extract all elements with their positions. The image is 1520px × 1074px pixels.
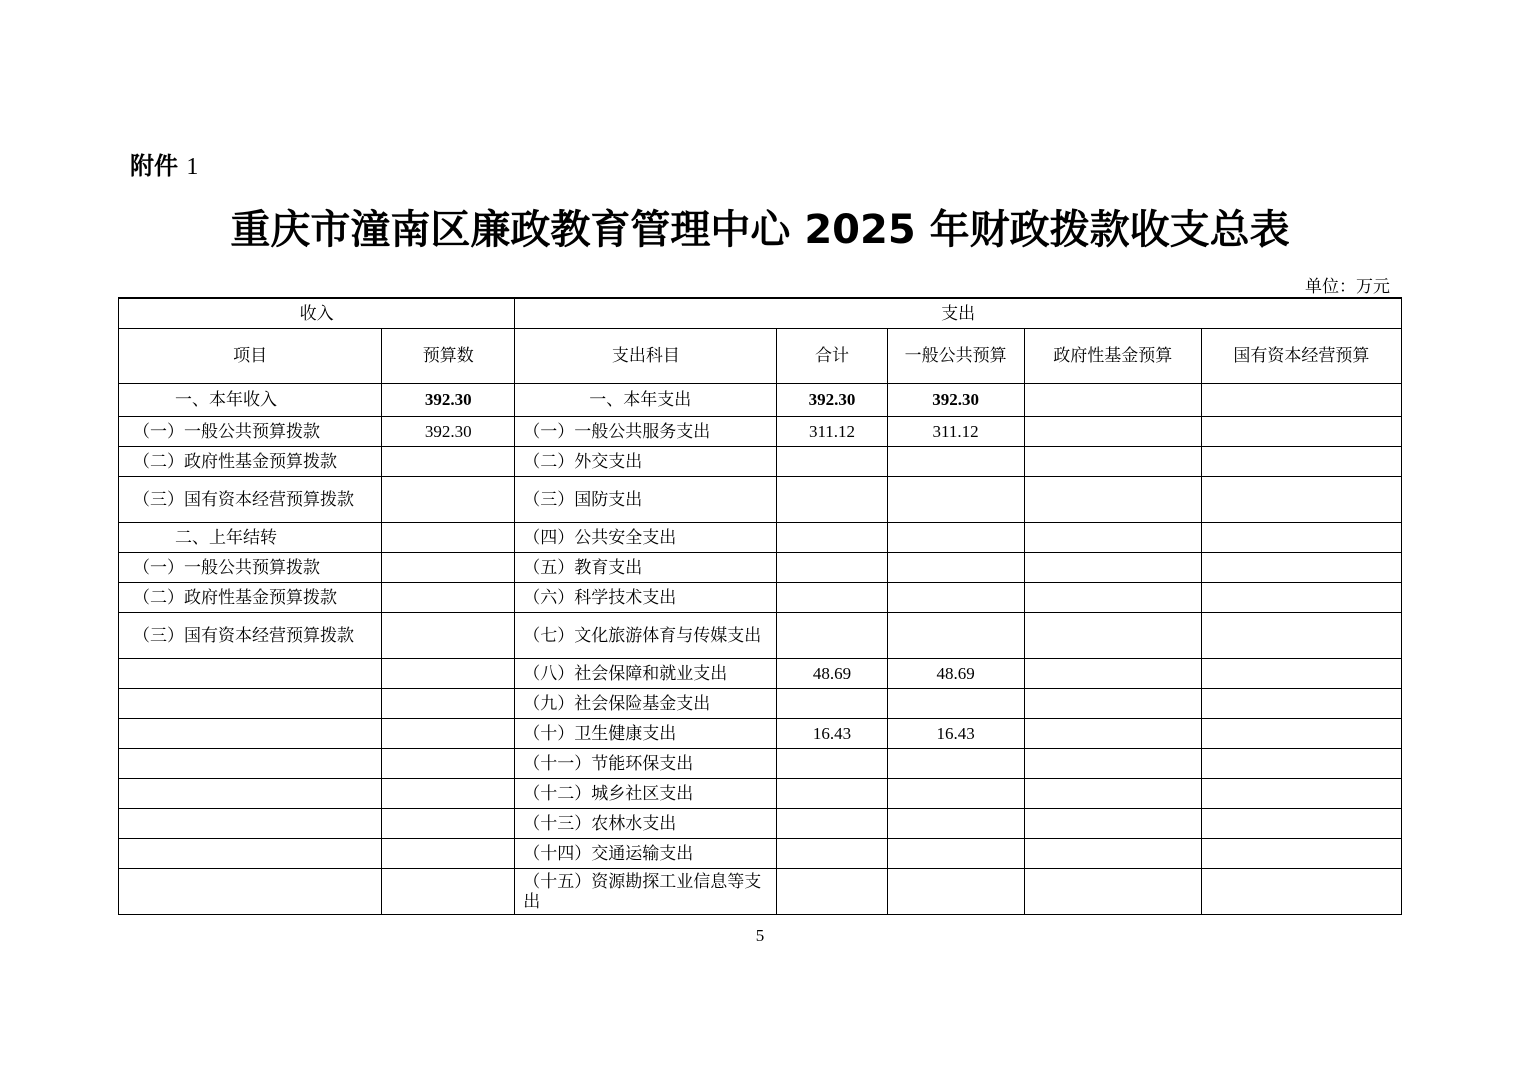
cell-total bbox=[777, 477, 887, 523]
cell-total bbox=[777, 779, 887, 809]
cell-gov-fund bbox=[1024, 613, 1201, 659]
table-row bbox=[119, 659, 1402, 689]
cell-expense-subject: （四）公共安全支出 bbox=[515, 523, 777, 553]
cell-gov-fund bbox=[1024, 749, 1201, 779]
cell-total bbox=[777, 749, 887, 779]
cell-gov-fund bbox=[1024, 719, 1201, 749]
cell-state-capital bbox=[1201, 749, 1401, 779]
cell-general-budget bbox=[887, 613, 1024, 659]
cell-general-budget bbox=[887, 553, 1024, 583]
cell-budget bbox=[382, 719, 515, 749]
cell-state-capital bbox=[1201, 553, 1401, 583]
cell-expense-subject: （六）科学技术支出 bbox=[515, 583, 777, 613]
cell-item bbox=[119, 719, 382, 749]
cell-general-budget bbox=[887, 689, 1024, 719]
cell-gov-fund bbox=[1024, 583, 1201, 613]
cell-expense-subject: （一）一般公共服务支出 bbox=[515, 417, 777, 447]
col-header-state-capital: 国有资本经营预算 bbox=[1201, 329, 1401, 384]
cell-item: 二、上年结转 bbox=[119, 523, 382, 553]
cell-budget: 392.30 bbox=[382, 417, 515, 447]
table-row bbox=[119, 477, 1402, 523]
cell-state-capital bbox=[1201, 523, 1401, 553]
cell-state-capital bbox=[1201, 779, 1401, 809]
cell-state-capital bbox=[1201, 689, 1401, 719]
cell-general-budget: 392.30 bbox=[887, 384, 1024, 417]
cell-expense-subject: （二）外交支出 bbox=[515, 447, 777, 477]
cell-budget bbox=[382, 583, 515, 613]
cell-item bbox=[119, 659, 382, 689]
cell-total bbox=[777, 523, 887, 553]
table-row bbox=[119, 583, 1402, 613]
col-header-gov-fund: 政府性基金预算 bbox=[1024, 329, 1201, 384]
table-row bbox=[119, 384, 1402, 417]
cell-item bbox=[119, 809, 382, 839]
income-group-header: 收入 bbox=[119, 298, 515, 329]
cell-gov-fund bbox=[1024, 869, 1201, 915]
col-header-budget: 预算数 bbox=[382, 329, 515, 384]
cell-state-capital bbox=[1201, 809, 1401, 839]
cell-state-capital bbox=[1201, 839, 1401, 869]
cell-expense-subject: （十一）节能环保支出 bbox=[515, 749, 777, 779]
col-header-general-budget: 一般公共预算 bbox=[887, 329, 1024, 384]
cell-budget: 392.30 bbox=[382, 384, 515, 417]
cell-expense-subject: （十二）城乡社区支出 bbox=[515, 779, 777, 809]
cell-general-budget: 16.43 bbox=[887, 719, 1024, 749]
cell-gov-fund bbox=[1024, 553, 1201, 583]
cell-budget bbox=[382, 809, 515, 839]
cell-item: （二）政府性基金预算拨款 bbox=[119, 583, 382, 613]
table-row bbox=[119, 689, 1402, 719]
cell-item: （二）政府性基金预算拨款 bbox=[119, 447, 382, 477]
cell-item: （一）一般公共预算拨款 bbox=[119, 553, 382, 583]
cell-total bbox=[777, 689, 887, 719]
cell-item: 一、本年收入 bbox=[119, 384, 382, 417]
cell-budget bbox=[382, 689, 515, 719]
cell-general-budget: 48.69 bbox=[887, 659, 1024, 689]
table-row bbox=[119, 719, 1402, 749]
attachment-label bbox=[130, 146, 198, 181]
table-row bbox=[119, 809, 1402, 839]
cell-budget bbox=[382, 523, 515, 553]
cell-budget bbox=[382, 613, 515, 659]
cell-state-capital bbox=[1201, 477, 1401, 523]
col-header-expense-subject: 支出科目 bbox=[515, 329, 777, 384]
cell-general-budget bbox=[887, 869, 1024, 915]
cell-budget bbox=[382, 477, 515, 523]
cell-total bbox=[777, 839, 887, 869]
cell-state-capital bbox=[1201, 447, 1401, 477]
cell-expense-subject: （十五）资源勘探工业信息等支出 bbox=[515, 869, 777, 915]
cell-expense-subject: （十四）交通运输支出 bbox=[515, 839, 777, 869]
col-header-total: 合计 bbox=[777, 329, 887, 384]
cell-general-budget bbox=[887, 749, 1024, 779]
cell-expense-subject: （十）卫生健康支出 bbox=[515, 719, 777, 749]
table-row bbox=[119, 869, 1402, 915]
cell-expense-subject: （十三）农林水支出 bbox=[515, 809, 777, 839]
table-row bbox=[119, 779, 1402, 809]
table-row bbox=[119, 749, 1402, 779]
cell-budget bbox=[382, 839, 515, 869]
cell-gov-fund bbox=[1024, 779, 1201, 809]
cell-expense-subject: （三）国防支出 bbox=[515, 477, 777, 523]
cell-general-budget bbox=[887, 583, 1024, 613]
table-row bbox=[119, 553, 1402, 583]
cell-general-budget bbox=[887, 839, 1024, 869]
cell-state-capital bbox=[1201, 384, 1401, 417]
cell-total bbox=[777, 553, 887, 583]
cell-total bbox=[777, 869, 887, 915]
attachment-text: 附件 bbox=[130, 152, 178, 180]
cell-expense-subject: （八）社会保障和就业支出 bbox=[515, 659, 777, 689]
cell-general-budget bbox=[887, 477, 1024, 523]
cell-expense-subject: （九）社会保险基金支出 bbox=[515, 689, 777, 719]
budget-table bbox=[118, 297, 1402, 915]
cell-state-capital bbox=[1201, 869, 1401, 915]
cell-state-capital bbox=[1201, 417, 1401, 447]
cell-total: 392.30 bbox=[777, 384, 887, 417]
expense-group-header: 支出 bbox=[515, 298, 1402, 329]
cell-state-capital bbox=[1201, 583, 1401, 613]
cell-gov-fund bbox=[1024, 659, 1201, 689]
unit-label: 单位：万元 bbox=[1305, 277, 1390, 297]
page-title: 重庆市潼南区廉政教育管理中心 2025 年财政拨款收支总表 bbox=[230, 207, 1290, 253]
cell-expense-subject: 一、本年支出 bbox=[515, 384, 777, 417]
group-header-row bbox=[119, 298, 1402, 329]
cell-total bbox=[777, 447, 887, 477]
attachment-number: 1 bbox=[186, 154, 199, 180]
cell-budget bbox=[382, 659, 515, 689]
cell-expense-subject: （五）教育支出 bbox=[515, 553, 777, 583]
cell-general-budget bbox=[887, 809, 1024, 839]
table-row bbox=[119, 523, 1402, 553]
cell-total bbox=[777, 809, 887, 839]
cell-gov-fund bbox=[1024, 384, 1201, 417]
cell-total: 48.69 bbox=[777, 659, 887, 689]
cell-item bbox=[119, 839, 382, 869]
table-row bbox=[119, 417, 1402, 447]
cell-general-budget bbox=[887, 523, 1024, 553]
table-row bbox=[119, 613, 1402, 659]
cell-general-budget bbox=[887, 779, 1024, 809]
cell-budget bbox=[382, 447, 515, 477]
cell-item: （三）国有资本经营预算拨款 bbox=[119, 477, 382, 523]
col-header-item: 项目 bbox=[119, 329, 382, 384]
cell-budget bbox=[382, 869, 515, 915]
column-header-row bbox=[119, 329, 1402, 384]
table-row bbox=[119, 447, 1402, 477]
cell-item bbox=[119, 779, 382, 809]
cell-total bbox=[777, 613, 887, 659]
page-number: 5 bbox=[755, 926, 765, 945]
cell-gov-fund bbox=[1024, 477, 1201, 523]
cell-budget bbox=[382, 553, 515, 583]
cell-item: （三）国有资本经营预算拨款 bbox=[119, 613, 382, 659]
cell-total bbox=[777, 583, 887, 613]
cell-gov-fund bbox=[1024, 417, 1201, 447]
cell-item bbox=[119, 749, 382, 779]
cell-state-capital bbox=[1201, 719, 1401, 749]
cell-total: 16.43 bbox=[777, 719, 887, 749]
table-row bbox=[119, 839, 1402, 869]
cell-gov-fund bbox=[1024, 689, 1201, 719]
cell-gov-fund bbox=[1024, 839, 1201, 869]
cell-gov-fund bbox=[1024, 809, 1201, 839]
cell-budget bbox=[382, 779, 515, 809]
cell-gov-fund bbox=[1024, 523, 1201, 553]
cell-gov-fund bbox=[1024, 447, 1201, 477]
cell-item bbox=[119, 869, 382, 915]
cell-total: 311.12 bbox=[777, 417, 887, 447]
cell-state-capital bbox=[1201, 613, 1401, 659]
cell-budget bbox=[382, 749, 515, 779]
cell-state-capital bbox=[1201, 659, 1401, 689]
cell-item bbox=[119, 689, 382, 719]
cell-item: （一）一般公共预算拨款 bbox=[119, 417, 382, 447]
cell-general-budget bbox=[887, 447, 1024, 477]
cell-expense-subject: （七）文化旅游体育与传媒支出 bbox=[515, 613, 777, 659]
cell-general-budget: 311.12 bbox=[887, 417, 1024, 447]
